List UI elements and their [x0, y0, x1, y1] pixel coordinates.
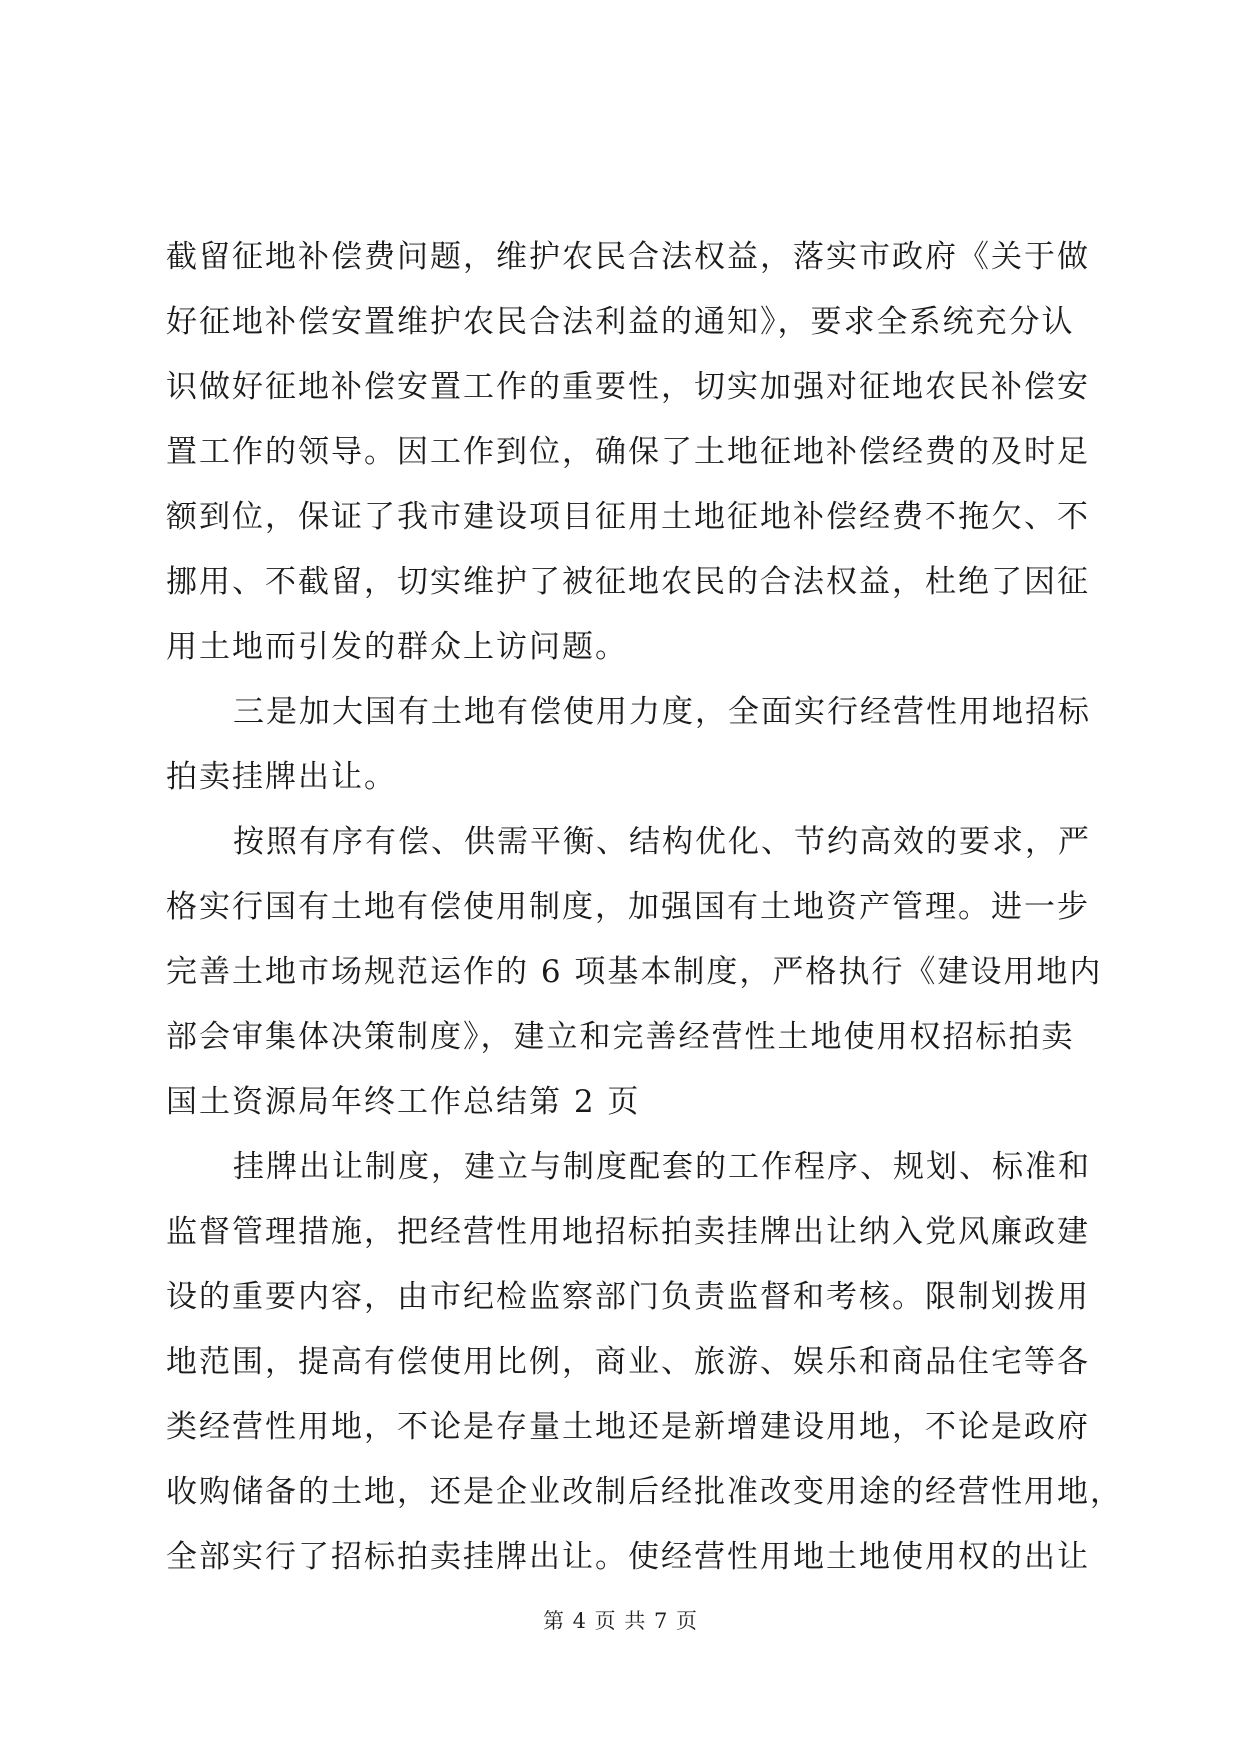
text-line: 按照有序有偿、供需平衡、结构优化、节约高效的要求，严 [233, 824, 1091, 860]
text-line: 全部实行了招标拍卖挂牌出让。使经营性用地土地使用权的出让 [166, 1539, 1090, 1575]
paragraph-4 [166, 1135, 1123, 1590]
text-line: 挪用、不截留，切实维护了被征地农民的合法权益，杜绝了因征 [166, 564, 1090, 600]
paragraph-1 [166, 225, 1090, 680]
text-line: 类经营性用地，不论是存量土地还是新增建设用地，不论是政府 [166, 1409, 1090, 1445]
text-line: 监督管理措施，把经营性用地招标拍卖挂牌出让纳入党风廉政建 [166, 1214, 1090, 1250]
paragraph-2 [166, 680, 1091, 810]
text-line: 额到位，保证了我市建设项目征用土地征地补偿经费不拖欠、不 [166, 499, 1090, 535]
text-line: 截留征地补偿费问题，维护农民合法权益，落实市政府《关于做 [166, 239, 1090, 275]
text-line: 识做好征地补偿安置工作的重要性，切实加强对征地农民补偿安 [166, 369, 1090, 405]
text-line: 置工作的领导。因工作到位，确保了土地征地补偿经费的及时足 [166, 434, 1090, 470]
paragraph-3 [166, 810, 1103, 1135]
page-number-footer: 第 4 页 共 7 页 [542, 1609, 699, 1633]
text-line: 好征地补偿安置维护农民合法利益的通知》，要求全系统充分认 [166, 304, 1075, 340]
text-line: 挂牌出让制度，建立与制度配套的工作程序、规划、标准和 [233, 1149, 1091, 1185]
text-line: 用土地而引发的群众上访问题。 [166, 629, 628, 665]
text-line: 格实行国有土地有偿使用制度，加强国有土地资产管理。进一步 [166, 889, 1090, 925]
text-line: 拍卖挂牌出让。 [166, 759, 397, 795]
text-line: 完善土地市场规范运作的 6 项基本制度，严格执行《建设用地内 [166, 954, 1103, 990]
text-line: 收购储备的土地，还是企业改制后经批准改变用途的经营性用地， [166, 1474, 1123, 1510]
text-line: 部会审集体决策制度》，建立和完善经营性土地使用权招标拍卖 [166, 1019, 1075, 1055]
text-line: 三是加大国有土地有偿使用力度，全面实行经营性用地招标 [233, 694, 1091, 730]
text-line: 设的重要内容，由市纪检监察部门负责监督和考核。限制划拨用 [166, 1279, 1090, 1315]
text-line: 国土资源局年终工作总结第 2 页 [166, 1084, 641, 1120]
text-line: 地范围，提高有偿使用比例，商业、旅游、娱乐和商品住宅等各 [166, 1344, 1090, 1380]
document-body [166, 225, 1123, 1590]
